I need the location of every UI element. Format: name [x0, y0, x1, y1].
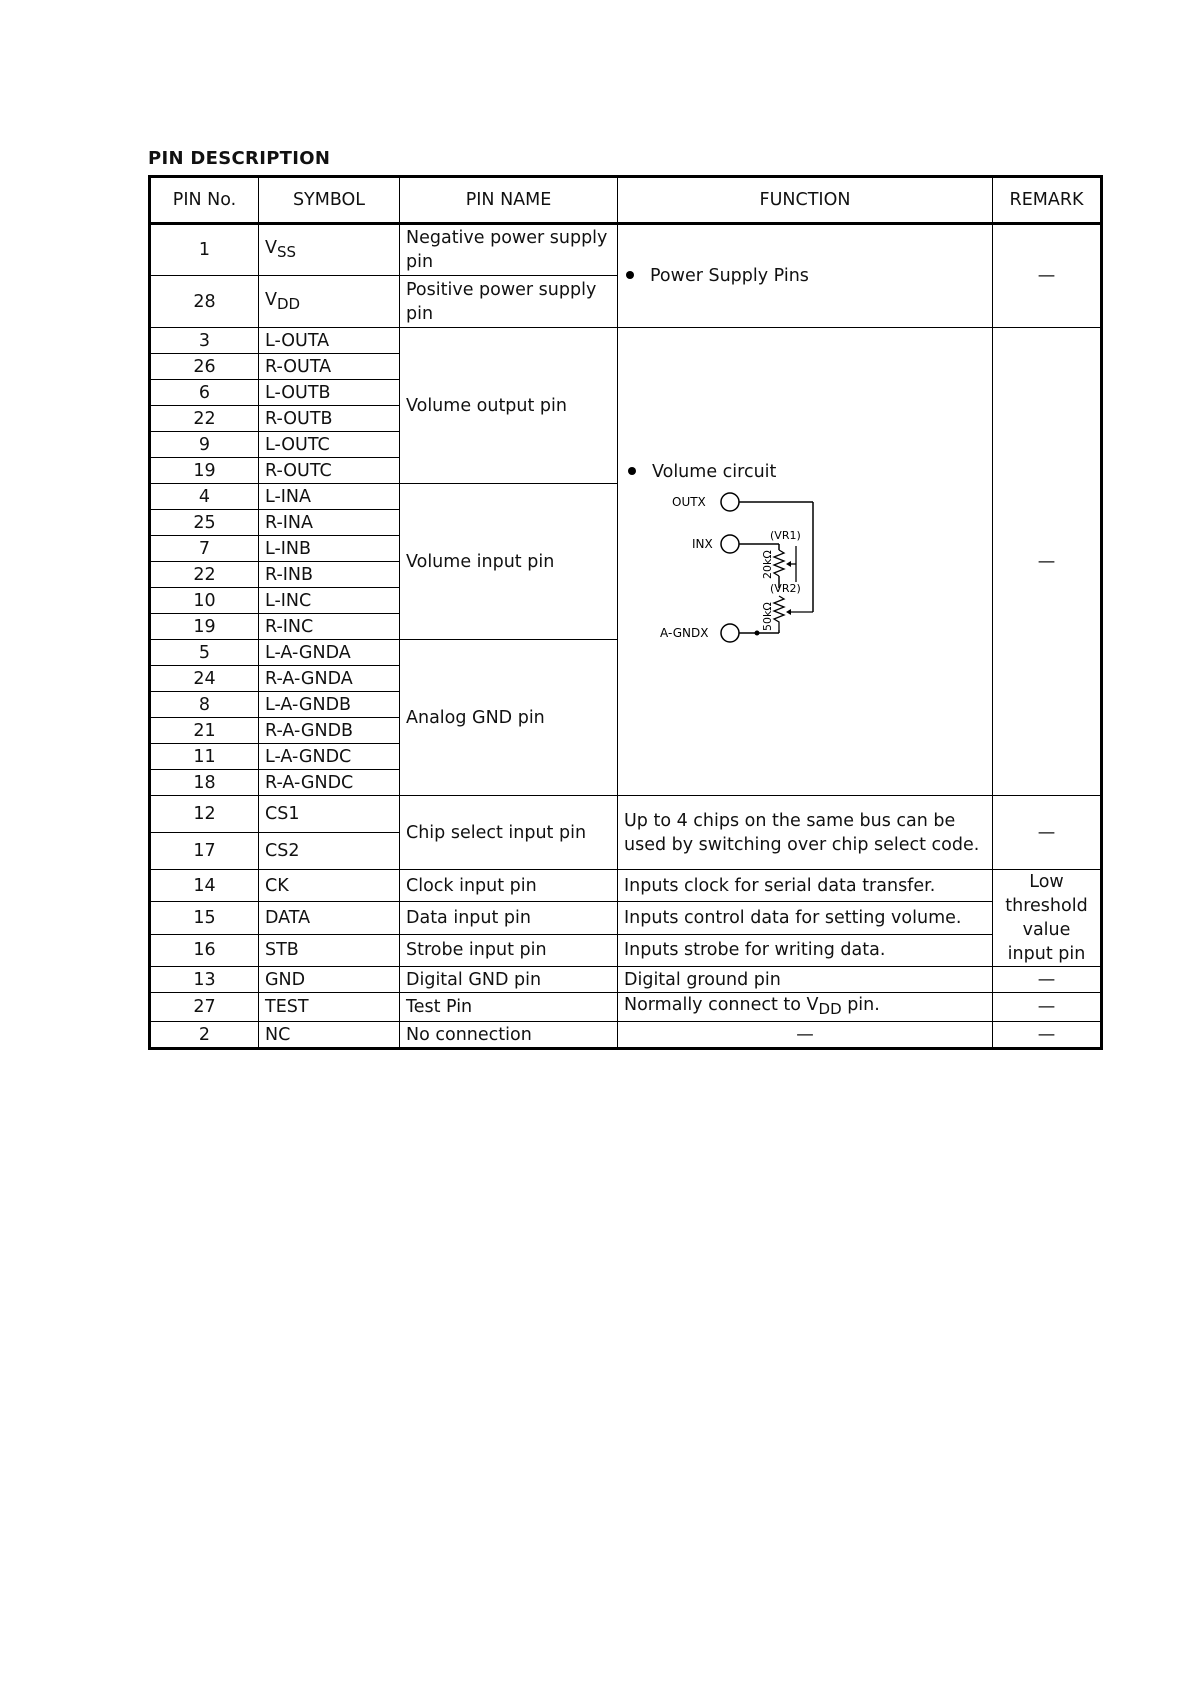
pin-number: 18	[150, 770, 259, 796]
r2-label: 50kΩ	[761, 601, 774, 631]
pin-name: Positive power supply pin	[400, 276, 618, 328]
pin-name: Volume input pin	[400, 484, 618, 640]
pin-number: 11	[150, 744, 259, 770]
pin-number: 22	[150, 562, 259, 588]
pin-name: Data input pin	[400, 902, 618, 934]
pin-symbol: L-INB	[259, 536, 400, 562]
agndx-label: A-GNDX	[660, 625, 709, 640]
pin-symbol: L-INC	[259, 588, 400, 614]
vr1-resistor	[774, 550, 784, 576]
inx-label: INX	[692, 536, 713, 551]
header-function: FUNCTION	[618, 177, 993, 224]
pin-remark: —	[993, 993, 1102, 1022]
pin-remark: —	[993, 1022, 1102, 1049]
pin-number: 19	[150, 458, 259, 484]
pin-number: 27	[150, 993, 259, 1022]
table-row	[150, 796, 1102, 833]
pin-number: 13	[150, 967, 259, 993]
pin-number: 14	[150, 870, 259, 902]
pin-symbol: DATA	[259, 902, 400, 934]
pin-number: 7	[150, 536, 259, 562]
agndx-terminal	[721, 624, 739, 642]
pin-symbol: VDD	[259, 276, 400, 328]
pin-number: 26	[150, 354, 259, 380]
header-pin-no: PIN No.	[150, 177, 259, 224]
vr1-label: (VR1)	[770, 528, 801, 542]
pin-number: 5	[150, 640, 259, 666]
pin-number: 15	[150, 902, 259, 934]
pin-symbol: L-OUTA	[259, 328, 400, 354]
pin-number: 6	[150, 380, 259, 406]
pin-number: 17	[150, 833, 259, 870]
pin-remark: —	[993, 796, 1102, 870]
pin-number: 3	[150, 328, 259, 354]
pin-number: 16	[150, 934, 259, 966]
r1-label: 20kΩ	[761, 549, 774, 579]
pin-number: 9	[150, 432, 259, 458]
pin-symbol: R-A-GNDB	[259, 718, 400, 744]
pin-name: Digital GND pin	[400, 967, 618, 993]
pin-name: Strobe input pin	[400, 934, 618, 966]
pin-symbol: R-OUTB	[259, 406, 400, 432]
pin-name: No connection	[400, 1022, 618, 1049]
pin-name: Clock input pin	[400, 870, 618, 902]
pin-function: Digital ground pin	[618, 967, 993, 993]
pin-symbol: R-OUTA	[259, 354, 400, 380]
pin-number: 25	[150, 510, 259, 536]
pin-function: Inputs control data for setting volume.	[618, 902, 993, 934]
pin-remark: —	[993, 328, 1102, 796]
pin-symbol: R-INA	[259, 510, 400, 536]
pin-symbol: R-A-GNDC	[259, 770, 400, 796]
header-pin-name: PIN NAME	[400, 177, 618, 224]
table-row	[150, 224, 1102, 276]
pin-function: Normally connect to VDD pin.	[618, 993, 993, 1022]
pin-remark: —	[993, 224, 1102, 328]
header-symbol: SYMBOL	[259, 177, 400, 224]
volume-circuit-diagram	[660, 484, 932, 664]
table-row	[150, 993, 1102, 1022]
pin-number: 19	[150, 614, 259, 640]
pin-function: Inputs clock for serial data transfer.	[618, 870, 993, 902]
pin-symbol: R-INC	[259, 614, 400, 640]
table-row	[150, 328, 1102, 354]
pin-function: —	[618, 1022, 993, 1049]
pin-symbol: CK	[259, 870, 400, 902]
pin-number: 8	[150, 692, 259, 718]
pin-remark: Low threshold value input pin	[993, 870, 1102, 967]
pin-symbol: R-A-GNDA	[259, 666, 400, 692]
pin-name: Chip select input pin	[400, 796, 618, 870]
pin-function: Up to 4 chips on the same bus can be used by switching over chip select code.	[618, 796, 993, 870]
pin-name: Analog GND pin	[400, 640, 618, 796]
pin-symbol: L-INA	[259, 484, 400, 510]
table-row	[150, 1022, 1102, 1049]
pin-number: 22	[150, 406, 259, 432]
vr2-resistor	[774, 596, 784, 630]
pin-number: 21	[150, 718, 259, 744]
outx-label: OUTX	[672, 494, 706, 509]
table-row	[150, 967, 1102, 993]
pin-remark: —	[993, 967, 1102, 993]
pin-symbol: L-A-GNDB	[259, 692, 400, 718]
pin-symbol: R-OUTC	[259, 458, 400, 484]
pin-symbol: L-A-GNDA	[259, 640, 400, 666]
pin-symbol: R-INB	[259, 562, 400, 588]
pin-symbol: CS1	[259, 796, 400, 833]
pin-number: 2	[150, 1022, 259, 1049]
vr2-label: (VR2)	[770, 581, 801, 595]
page-title: PIN DESCRIPTION	[148, 148, 331, 169]
pin-name: Test Pin	[400, 993, 618, 1022]
pin-number: 28	[150, 276, 259, 328]
pin-symbol: L-A-GNDC	[259, 744, 400, 770]
pin-number: 1	[150, 224, 259, 276]
pin-symbol: TEST	[259, 993, 400, 1022]
pin-symbol: L-OUTB	[259, 380, 400, 406]
pin-symbol: VSS	[259, 224, 400, 276]
pin-function	[618, 328, 993, 796]
pin-function: Power Supply Pins	[618, 224, 993, 328]
table-row	[150, 902, 1102, 934]
bullet-icon	[626, 271, 634, 279]
pin-name: Negative power supply pin	[400, 224, 618, 276]
table-row	[150, 934, 1102, 966]
table-row	[150, 870, 1102, 902]
inx-terminal	[721, 535, 739, 553]
pin-function: Inputs strobe for writing data.	[618, 934, 993, 966]
pin-number: 4	[150, 484, 259, 510]
header-remark: REMARK	[993, 177, 1102, 224]
pin-symbol: GND	[259, 967, 400, 993]
pin-description-table	[148, 175, 1103, 1050]
outx-terminal	[721, 493, 739, 511]
pin-symbol: NC	[259, 1022, 400, 1049]
vr2-wiper-arrow	[786, 609, 791, 615]
volume-circuit-label: Volume circuit	[652, 461, 777, 482]
pin-number: 24	[150, 666, 259, 692]
pin-symbol: CS2	[259, 833, 400, 870]
pin-name: Volume output pin	[400, 328, 618, 484]
vr1-wiper-arrow	[786, 561, 791, 567]
pin-symbol: L-OUTC	[259, 432, 400, 458]
pin-number: 10	[150, 588, 259, 614]
header-row	[150, 177, 1102, 224]
pin-number: 12	[150, 796, 259, 833]
pin-symbol: STB	[259, 934, 400, 966]
bullet-icon	[628, 467, 636, 475]
